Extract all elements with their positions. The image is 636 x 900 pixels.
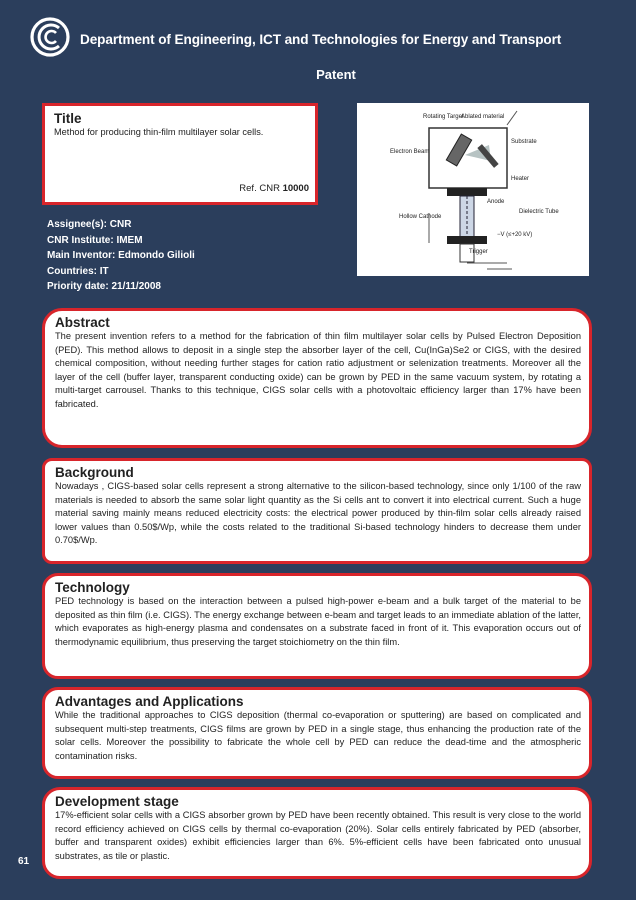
reference-prefix: Ref. CNR: [239, 183, 280, 194]
technology-heading: Technology: [55, 580, 130, 595]
development-section: [42, 787, 592, 879]
label-voltage: −V (≤+20 kV): [497, 232, 533, 238]
label-dielectric-tube: Dielectric Tube: [519, 209, 559, 215]
ped-apparatus-figure: [357, 103, 589, 276]
page-number: 61: [18, 856, 30, 867]
main-inventor: Main Inventor: Edmondo Gilioli: [47, 250, 195, 261]
abstract-text: The present invention refers to a method for the fabrication of thin film multilayer solar cells by Pulsed Electron Deposition (PED). This method allows to deposit in a single step the absorber layer of the cell, Cu(InGa)Se2 or CIGS, with the desired chemical composition, without needing further stages for cation ratio adjustment or selenization treatments. Moreover all the layer of the cell (buffer layer, transparent conducting oxide) can be grown by PED in the same vacuum system, by rotating a multi-target carrousel. Thanks to this technique, CIGS solar cells with a photovoltaic efficiency larger than 17% have been fabricated.: [55, 331, 581, 409]
patent-metadata: [47, 217, 195, 295]
title-text: Method for producing thin-film multilayer solar cells.: [54, 127, 264, 137]
title-heading: Title: [54, 111, 82, 126]
label-rotating-target: Rotating Target: [423, 114, 464, 120]
advantages-heading: Advantages and Applications: [55, 694, 244, 709]
reference: [239, 183, 309, 194]
abstract-heading: Abstract: [55, 315, 110, 330]
advantages-section: [42, 687, 592, 779]
label-substrate: Substrate: [511, 139, 537, 145]
title-box: [42, 103, 318, 205]
label-heater: Heater: [511, 176, 530, 182]
cnr-logo-icon: [29, 16, 71, 58]
background-section: [42, 458, 592, 564]
abstract-section: [42, 308, 592, 448]
label-electron-beam: Electron Beam: [390, 149, 430, 155]
priority-date: Priority date: 21/11/2008: [47, 281, 161, 292]
technology-section: [42, 573, 592, 679]
department-title: Department of Engineering, ICT and Technologies for Energy and Transport: [80, 32, 562, 47]
label-anode: Anode: [487, 199, 505, 205]
label-trigger: Trigger: [469, 249, 488, 255]
development-heading: Development stage: [55, 794, 179, 809]
countries: Countries: IT: [47, 265, 109, 277]
development-text: 17%-efficient solar cells with a CIGS absorber grown by PED have been recently obtained. This result is very close to the world record efficiency achieved on CIGS cells by thermal co-evaporation (20%). Solar cells entirely fabricated by PED (absorber, buffer and transparent oxides) exhibit efficiencies larger than 6%. 5%-efficient cells have been fabricated onto unusual substrates, as tile or plastic.: [55, 810, 581, 861]
background-text: Nowadays , CIGS-based solar cells represent a strong alternative to the silicon-based technology, since only 1/100 of the raw materials is needed to absorb the same solar light quantity as the Si cells ant to convert it into electrical current. Such a huge material saving mainly means reduced electricity costs: the electrical power produced by thin-film solar cells already raised lower values than 0.50$/Wp, while the costs related to the traditional Si-based technology hinders to decrease them under 0.70$/Wp.: [55, 481, 581, 546]
background-heading: Background: [55, 465, 134, 480]
advantages-text: While the traditional approaches to CIGS deposition (thermal co-evaporation or sputtering) are based on complicated and subsequent multi-step treatments, CIGS films are grown by PED in a single stage, thus enhancing the production rate of the solar cells. Moreover the possibility to fabricate the whole cell by PED can reduce the dead-time and the atmospheric contamination risks.: [55, 710, 581, 761]
label-hollow-cathode: Hollow Cathode: [399, 214, 442, 220]
label-ablated-material: Ablated material: [461, 114, 505, 120]
document-type: Patent: [316, 67, 356, 82]
reference-number: 10000: [282, 183, 309, 194]
ped-schematic: [357, 103, 589, 276]
technology-text: PED technology is based on the interaction between a pulsed high-power e-beam and a bulk target of the material to be deposited as thin film (i.e. CIGS). The energy exchange between e-beam and target leads to an immediate ablation of the latter, which evaporates as high-energy plasma and condensates on a substrate faced in front of it. This evaporation occurs out of thermodynamic equilibrium, thus preserving the target stoichiometry on the thin film.: [55, 596, 581, 647]
assignee: Assignee(s): CNR: [47, 219, 132, 230]
cnr-institute: CNR Institute: IMEM: [47, 234, 143, 246]
